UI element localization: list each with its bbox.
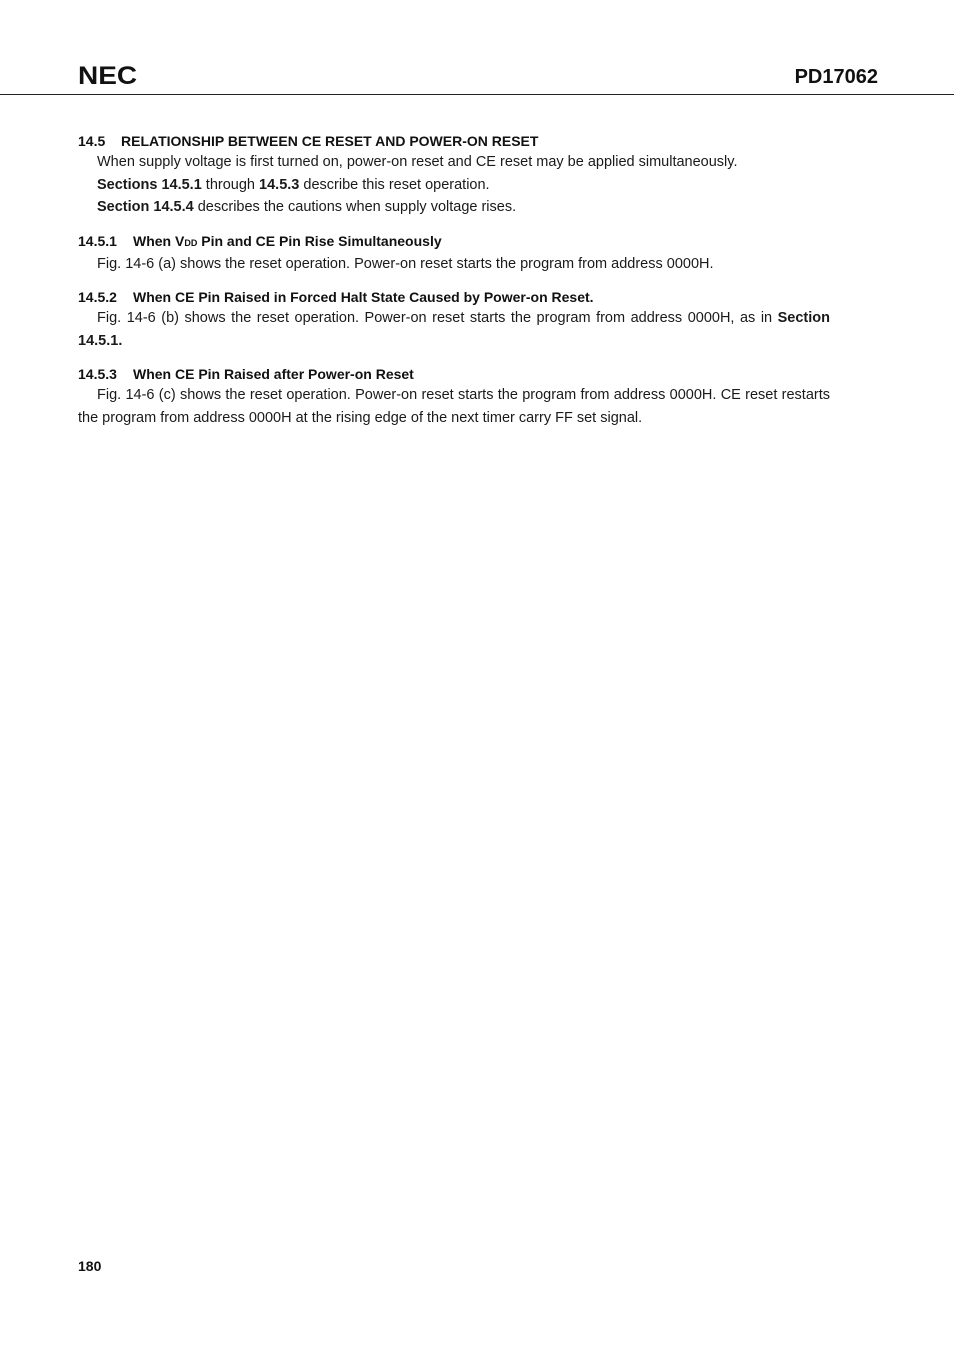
section-title-b: Pin and CE Pin Rise Simultaneously <box>197 232 442 249</box>
section-title: When CE Pin Raised in Forced Halt State Caused by Power-on Reset. <box>133 289 594 305</box>
section-ref: 14.5.3 <box>259 176 300 193</box>
section-number: 14.5 <box>78 133 106 149</box>
section-14-5-heading <box>78 131 830 151</box>
text-run: describe this reset operation. <box>299 176 490 193</box>
section-number: 14.5.3 <box>78 366 117 382</box>
section-title: When CE Pin Raised after Power-on Reset <box>133 366 414 382</box>
section-14-5-paragraph-1: When supply voltage is first turned on, power-on reset and CE reset may be applied simultaneously. <box>97 154 738 170</box>
section-14-5-paragraph-3 <box>78 196 830 219</box>
text-run: through <box>201 176 260 193</box>
section-14-5-1-heading <box>78 231 830 253</box>
section-14-5-3-heading <box>78 364 830 384</box>
text-run: Fig. 14-6 (b) shows the reset operation. Power-on reset starts the program from address 0000H, as in <box>97 310 778 326</box>
text-run: describes the cautions when supply voltage rises. <box>193 199 517 215</box>
section-14-5-3-paragraph: Fig. 14-6 (c) shows the reset operation. Power-on reset starts the program from address 0000H. CE reset restarts the program from address 0000H at the rising edge of the next timer carry FF set signal. <box>78 387 830 426</box>
section-14-5-1-paragraph: Fig. 14-6 (a) shows the reset operation. Power-on reset starts the program from address 0000H. <box>97 255 714 272</box>
section-ref: Sections 14.5.1 <box>97 176 202 193</box>
section-ref: Section 14.5.4 <box>97 199 194 215</box>
section-14-5-2-paragraph <box>78 307 830 352</box>
nec-logo: NEC <box>78 62 138 90</box>
section-14-5-paragraph-2 <box>78 174 830 197</box>
page-number: 180 <box>78 1258 102 1274</box>
section-title-a: When V <box>133 232 185 249</box>
header-rule <box>0 94 954 95</box>
text-run: . <box>118 332 123 349</box>
section-14-5-2-heading <box>78 287 830 307</box>
section-number: 14.5.2 <box>78 289 117 305</box>
page-content <box>78 131 830 429</box>
document-number: PD17062 <box>794 66 878 88</box>
section-ref: Section 14.5.1 <box>78 310 830 349</box>
section-number: 14.5.1 <box>78 232 117 249</box>
vdd-subscript: DD <box>184 237 198 248</box>
section-title: RELATIONSHIP BETWEEN CE RESET AND POWER-ON RESET <box>121 133 539 149</box>
